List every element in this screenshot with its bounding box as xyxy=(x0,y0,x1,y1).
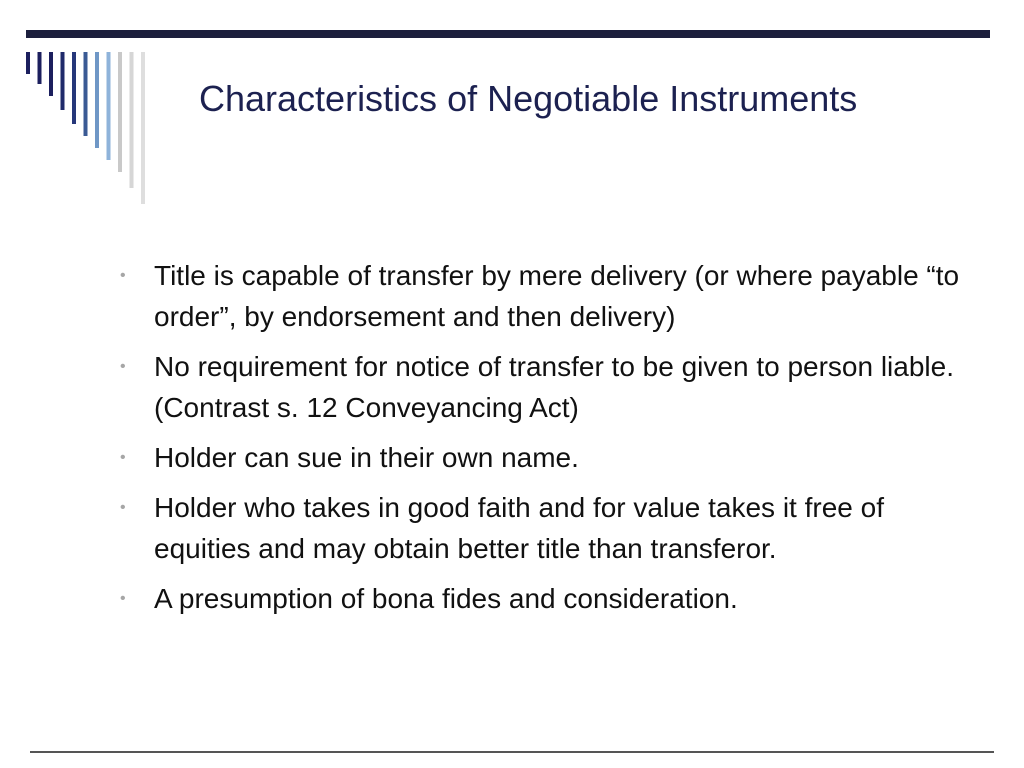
bullet-marker: • xyxy=(120,267,126,284)
decorative-stripe xyxy=(38,52,42,84)
bullet-marker: • xyxy=(120,499,126,516)
decorative-stripe xyxy=(72,52,76,124)
decorative-stripes xyxy=(24,50,174,210)
bullet-list xyxy=(120,255,980,628)
bullet-item xyxy=(120,578,980,619)
bullet-text: Title is capable of transfer by mere delivery (or where payable “to order”, by endorsement and then delivery) xyxy=(154,260,960,332)
bullet-item xyxy=(120,437,980,478)
bullet-text: A presumption of bona fides and consideration. xyxy=(154,583,738,614)
bullet-text: Holder can sue in their own name. xyxy=(154,442,579,473)
decorative-stripe xyxy=(141,52,145,204)
bullet-text: Holder who takes in good faith and for value takes it free of equities and may obtain better title than transferor. xyxy=(154,492,884,564)
decorative-stripe xyxy=(95,52,99,148)
decorative-stripe xyxy=(107,52,111,160)
bullet-item xyxy=(120,346,980,428)
bullet-marker: • xyxy=(120,590,126,607)
bullet-marker: • xyxy=(120,358,126,375)
decorative-stripe xyxy=(118,52,122,172)
bullet-item xyxy=(120,255,980,337)
decorative-stripe xyxy=(61,52,65,110)
decorative-stripe xyxy=(130,52,134,188)
decorative-stripe xyxy=(49,52,53,96)
bullet-text: No requirement for notice of transfer to be given to person liable. (Contrast s. 12 Conveyancing Act) xyxy=(154,351,954,423)
bullet-item xyxy=(120,487,980,569)
slide-title: Characteristics of Negotiable Instruments xyxy=(199,78,858,119)
decorative-stripe xyxy=(84,52,88,136)
bottom-rule xyxy=(30,751,994,753)
bullet-marker: • xyxy=(120,449,126,466)
top-rule xyxy=(26,30,990,38)
decorative-stripe xyxy=(26,52,30,74)
